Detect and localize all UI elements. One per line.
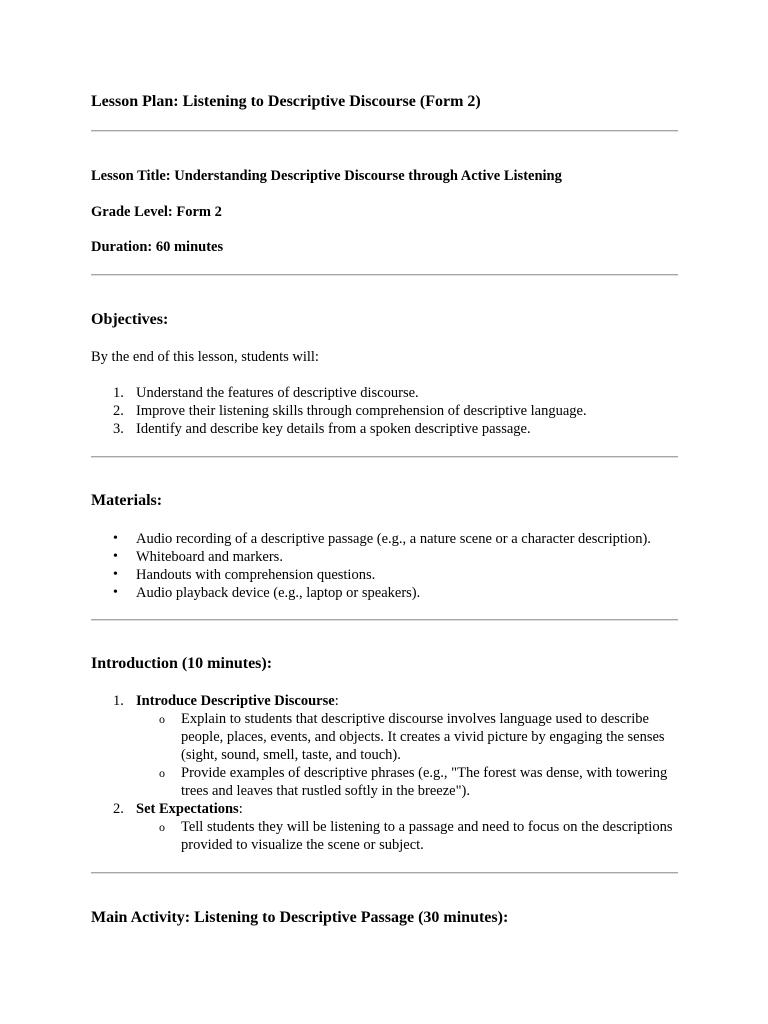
introduction-heading: Introduction (10 minutes): bbox=[91, 655, 273, 672]
sub-list-item bbox=[91, 764, 678, 800]
list-item-label: Set Expectations bbox=[136, 801, 239, 817]
sub-list-item bbox=[91, 818, 678, 854]
list-number: 1. bbox=[113, 385, 124, 401]
list-item-suffix: : bbox=[238, 801, 243, 817]
objectives-heading: Objectives: bbox=[91, 311, 169, 328]
list-item bbox=[91, 384, 678, 402]
list-item-text: Improve their listening skills through comprehension of descriptive language. bbox=[136, 403, 587, 419]
list-item-text: Identify and describe key details from a spoken descriptive passage. bbox=[136, 421, 531, 437]
objectives-list bbox=[91, 384, 678, 438]
list-item-text: Understand the features of descriptive discourse. bbox=[136, 385, 419, 401]
document-title: Lesson Plan: Listening to Descriptive Discourse (Form 2) bbox=[91, 93, 481, 110]
horizontal-rule bbox=[91, 872, 678, 874]
sub-list-item bbox=[91, 710, 678, 764]
materials-heading: Materials: bbox=[91, 492, 163, 509]
bullet-icon: • bbox=[113, 531, 118, 546]
horizontal-rule bbox=[91, 130, 678, 132]
sub-list-item-text: Provide examples of descriptive phrases (e.g., "The forest was dense, with towering trees and leaves that rustled softly in the breeze"). bbox=[181, 765, 668, 799]
bullet-icon: • bbox=[113, 567, 118, 582]
horizontal-rule bbox=[91, 456, 678, 458]
sub-bullet-icon: o bbox=[159, 766, 165, 780]
list-number: 1. bbox=[113, 693, 124, 709]
list-item bbox=[91, 692, 678, 710]
list-item bbox=[91, 800, 678, 818]
list-item bbox=[91, 566, 678, 584]
sub-list-item-text: Tell students they will be listening to a passage and need to focus on the descriptions provided to visualize the scene or subject. bbox=[181, 819, 673, 853]
list-item-text: Audio playback device (e.g., laptop or speakers). bbox=[136, 585, 421, 601]
list-number: 2. bbox=[113, 801, 124, 817]
list-item bbox=[91, 420, 678, 438]
main-activity-heading: Main Activity: Listening to Descriptive Passage (30 minutes): bbox=[91, 909, 509, 926]
list-item bbox=[91, 530, 678, 548]
bullet-icon: • bbox=[113, 549, 118, 564]
objectives-intro: By the end of this lesson, students will: bbox=[91, 349, 319, 365]
bullet-icon: • bbox=[113, 585, 118, 600]
list-item-text: Whiteboard and markers. bbox=[136, 549, 283, 565]
sub-bullet-icon: o bbox=[159, 820, 165, 834]
list-number: 2. bbox=[113, 403, 124, 419]
lesson-title: Lesson Title: Understanding Descriptive Discourse through Active Listening bbox=[91, 168, 562, 184]
sub-list-item-text: Explain to students that descriptive discourse involves language used to describe people, places, events, and objects. It creates a vivid picture by engaging the senses (sight, sound, smell, taste, and touch). bbox=[181, 711, 665, 763]
horizontal-rule bbox=[91, 274, 678, 276]
list-item bbox=[91, 584, 678, 602]
materials-list bbox=[91, 530, 678, 602]
introduction-list bbox=[91, 692, 678, 854]
list-item-text: Audio recording of a descriptive passage (e.g., a nature scene or a character description). bbox=[136, 531, 651, 547]
list-item bbox=[91, 402, 678, 420]
list-number: 3. bbox=[113, 421, 124, 437]
grade-level: Grade Level: Form 2 bbox=[91, 204, 222, 220]
list-item-suffix: : bbox=[334, 693, 339, 709]
list-item-label: Introduce Descriptive Discourse bbox=[136, 693, 335, 709]
list-item-text: Handouts with comprehension questions. bbox=[136, 567, 376, 583]
list-item bbox=[91, 548, 678, 566]
duration: Duration: 60 minutes bbox=[91, 239, 224, 255]
sub-bullet-icon: o bbox=[159, 712, 165, 726]
horizontal-rule bbox=[91, 619, 678, 621]
